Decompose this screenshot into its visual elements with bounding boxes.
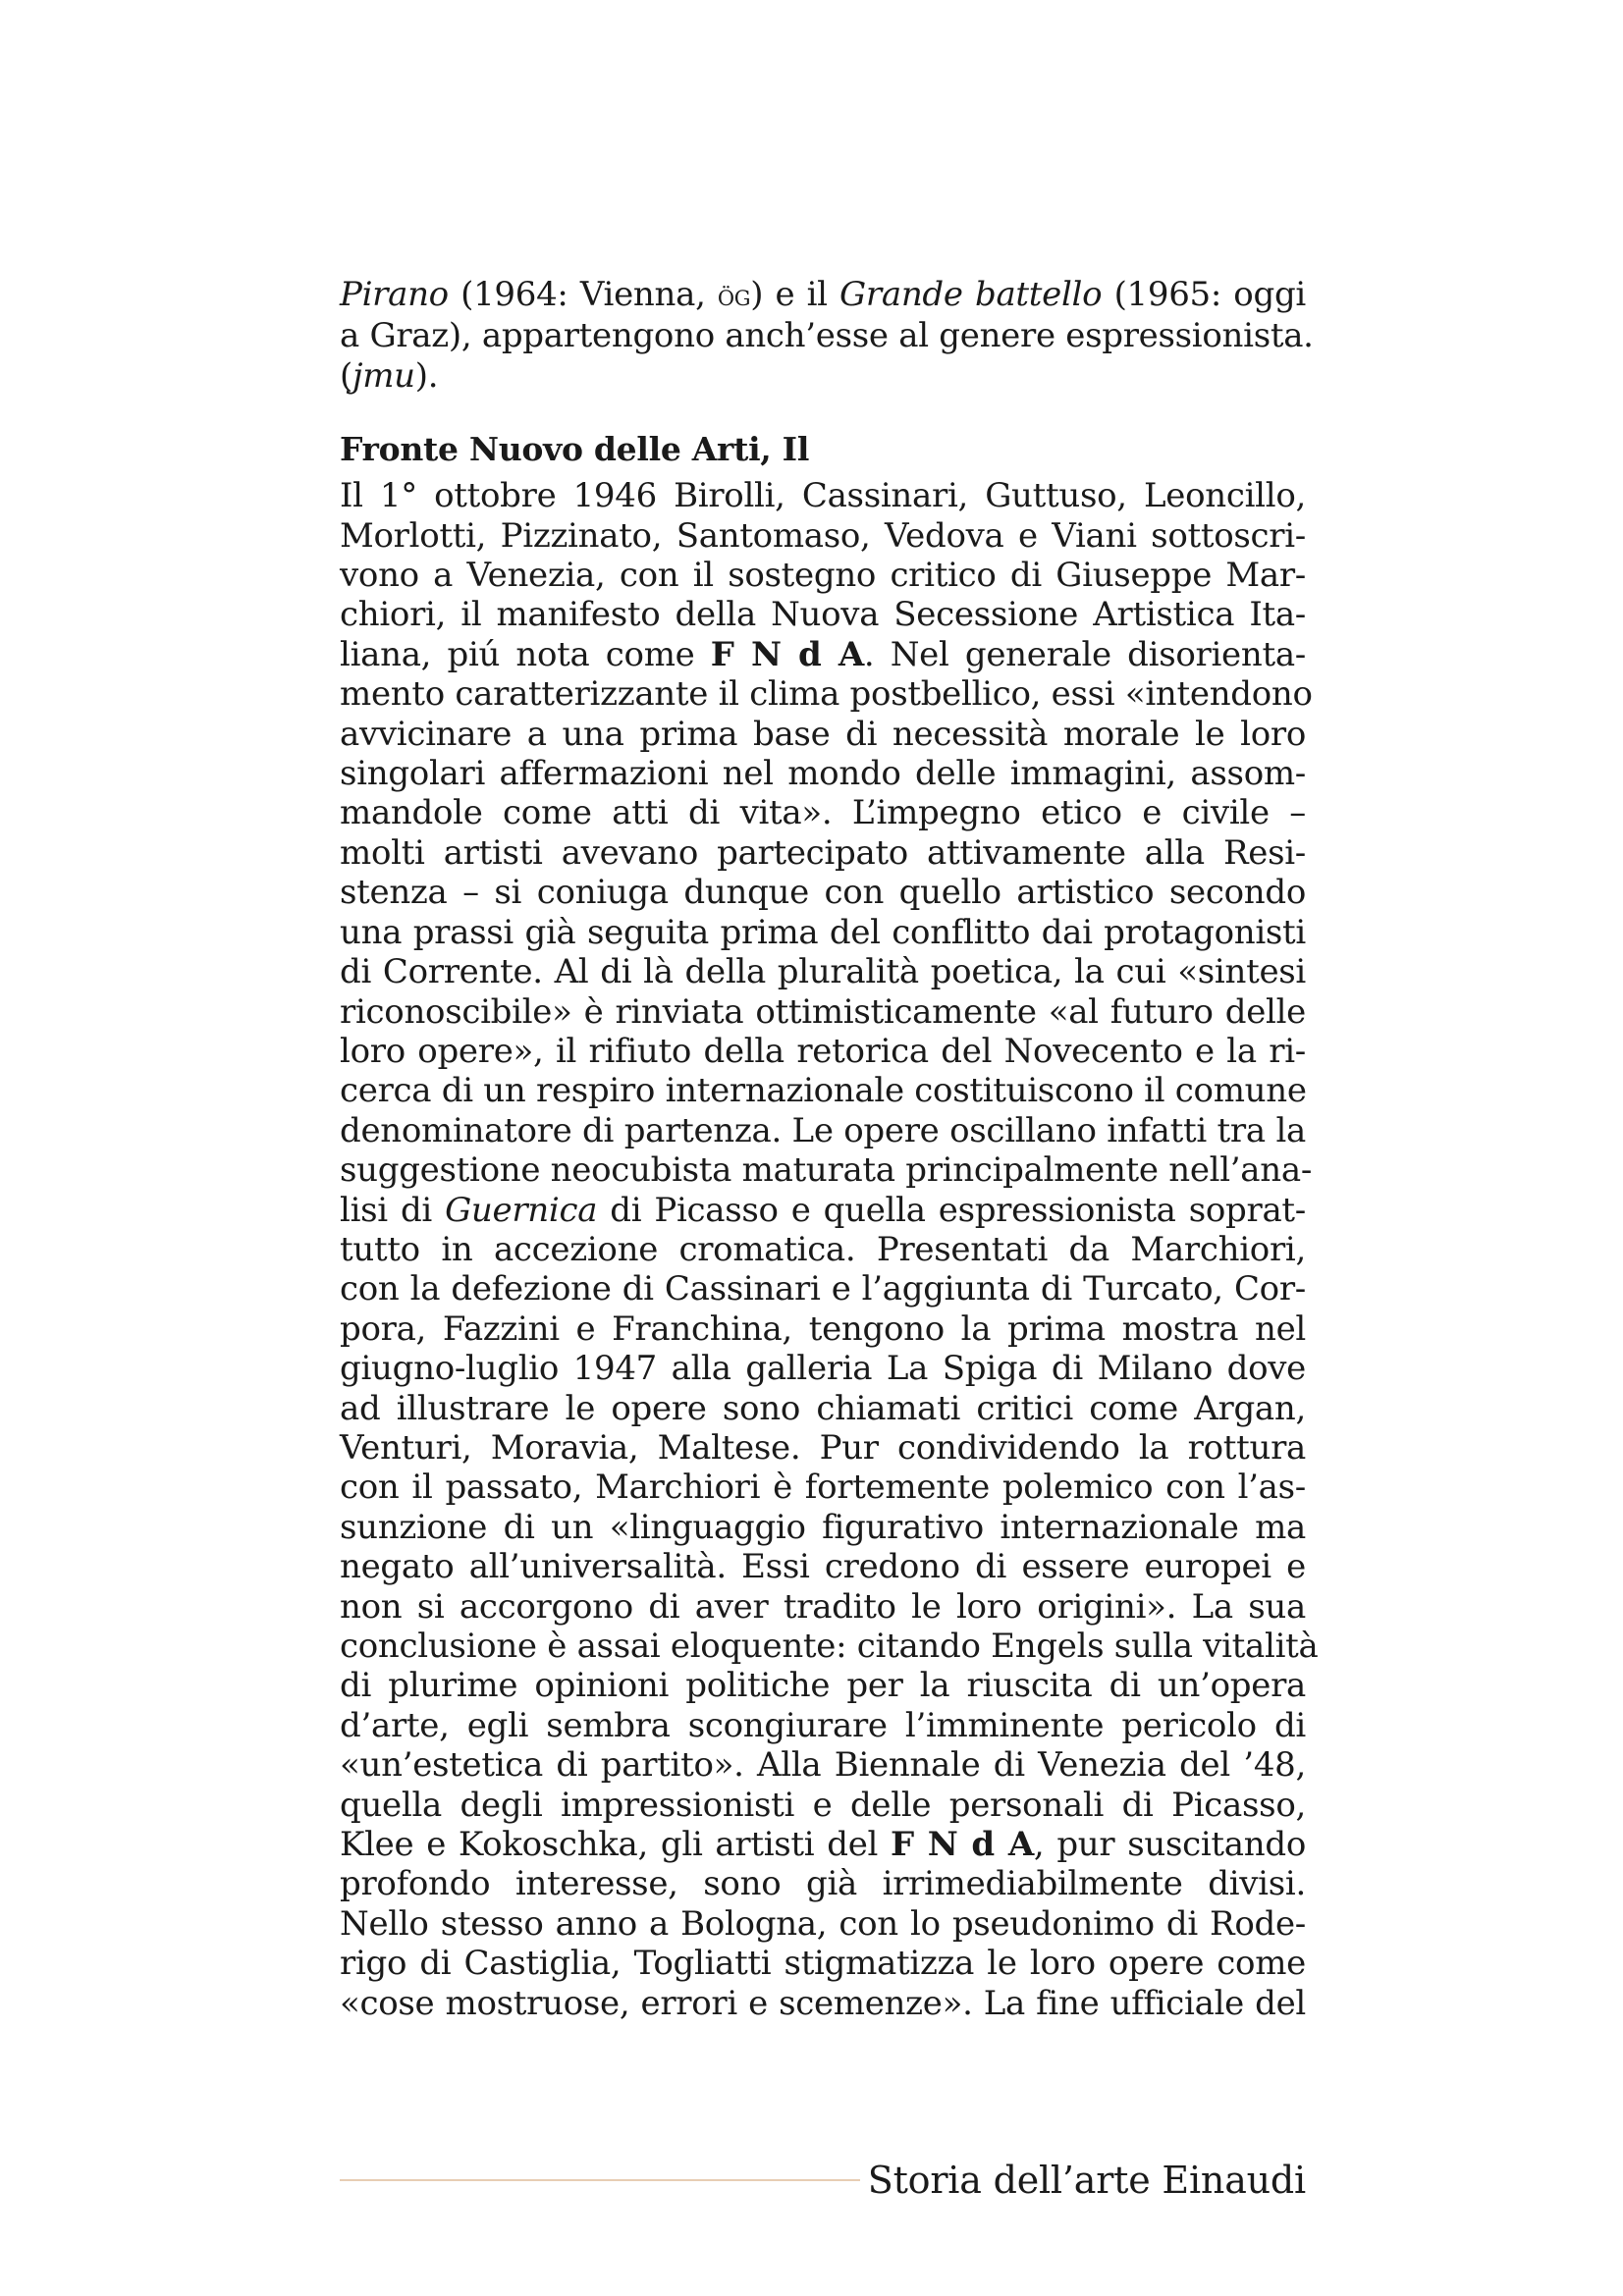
- page-footer: [340, 2156, 1306, 2205]
- small-caps-abbr: ög: [717, 279, 751, 313]
- text-line: con il passato, Marchiori è fortemente polemico con l’as-: [340, 1468, 1306, 1508]
- text-line: Pirano (1964: Vienna, ög) e il Grande battello (1965: oggi: [340, 275, 1306, 314]
- text-line: sunzione di un «linguaggio figurativo internazionale ma: [340, 1507, 1306, 1547]
- text-line: conclusione è assai eloquente: citando Engels sulla vitalità: [340, 1627, 1319, 1666]
- bold-abbr: F N d A: [890, 1825, 1034, 1865]
- entry-heading: Fronte Nuovo delle Arti, Il: [340, 430, 810, 469]
- footer-rule: [340, 2179, 860, 2181]
- text-line: denominatore di partenza. Le opere oscillano infatti tra la: [340, 1110, 1306, 1150]
- text-line: giugno-luglio 1947 alla galleria La Spiga di Milano dove: [340, 1349, 1306, 1389]
- page-body: [340, 275, 1319, 2023]
- text-line: Venturi, Moravia, Maltese. Pur condividendo la rottura: [340, 1427, 1306, 1468]
- intro-paragraph: [340, 275, 1314, 396]
- text-line: lisi di Guernica di Picasso e quella espressionista soprat-: [340, 1190, 1306, 1230]
- text-line: (jmu).: [340, 355, 439, 396]
- text-line: pora, Fazzini e Franchina, tengono la prima mostra nel: [340, 1308, 1306, 1349]
- text-line: molti artisti avevano partecipato attivamente alla Resi-: [340, 832, 1306, 873]
- entry-paragraph: [340, 476, 1319, 2023]
- text-line: stenza – si coniuga dunque con quello artistico secondo: [340, 873, 1306, 913]
- bold-abbr: F N d A: [710, 634, 864, 674]
- text-line: non si accorgono di aver tradito le loro origini». La sua: [340, 1586, 1306, 1627]
- text-line: rigo di Castiglia, Togliatti stigmatizza le loro opere come: [340, 1944, 1306, 1984]
- text-line: profondo interesse, sono già irrimediabilmente divisi.: [340, 1864, 1306, 1904]
- italic-title: Pirano: [340, 275, 449, 314]
- text-line: «cose mostruose, errori e scemenze». La fine ufficiale del: [340, 1983, 1306, 2023]
- text-line: Nello stesso anno a Bologna, con lo pseudonimo di Rode-: [340, 1903, 1306, 1944]
- text-line: chiori, il manifesto della Nuova Secessione Artistica Ita-: [340, 595, 1306, 635]
- text-line: quella degli impressionisti e delle personali di Picasso,: [340, 1785, 1306, 1825]
- text-line: vono a Venezia, con il sostegno critico di Giuseppe Mar-: [340, 556, 1306, 596]
- text-line: «un’estetica di partito». Alla Biennale di Venezia del ’48,: [340, 1745, 1306, 1786]
- text-line: suggestione neocubista maturata principalmente nell’ana-: [340, 1150, 1313, 1191]
- text-line: con la defezione di Cassinari e l’aggiunta di Turcato, Cor-: [340, 1269, 1306, 1309]
- italic-title: Grande battello: [839, 275, 1103, 314]
- text-line: cerca di un respiro internazionale costituiscono il comune: [340, 1071, 1307, 1111]
- text-line: di plurime opinioni politiche per la riuscita di un’opera: [340, 1666, 1306, 1706]
- text-line: una prassi già seguita prima del conflitto dai protagonisti: [340, 912, 1306, 952]
- italic-title: Guernica: [445, 1190, 598, 1230]
- text-line: d’arte, egli sembra scongiurare l’imminente pericolo di: [340, 1705, 1306, 1745]
- text-line: negato all’universalità. Essi credono di essere europei e: [340, 1547, 1306, 1587]
- text-line: di Corrente. Al di là della pluralità poetica, la cui «sintesi: [340, 952, 1306, 992]
- text-line: mento caratterizzante il clima postbellico, essi «intendono: [340, 674, 1313, 715]
- text-line: ad illustrare le opere sono chiamati critici come Argan,: [340, 1388, 1306, 1428]
- text-line: Klee e Kokoschka, gli artisti del F N d A, pur suscitando: [340, 1825, 1306, 1865]
- text-line: riconoscibile» è rinviata ottimisticamente «al futuro delle: [340, 991, 1306, 1032]
- footer-brand: Storia dell’arte Einaudi: [867, 2159, 1306, 2202]
- text-line: singolari affermazioni nel mondo delle immagini, assom-: [340, 754, 1306, 794]
- text-line: avvicinare a una prima base di necessità morale le loro: [340, 714, 1306, 754]
- text-line: Morlotti, Pizzinato, Santomaso, Vedova e Viani sottoscri-: [340, 515, 1306, 556]
- text-line: liana, piú nota come F N d A. Nel generale disorienta-: [340, 634, 1306, 674]
- text-line: Il 1° ottobre 1946 Birolli, Cassinari, Guttuso, Leoncillo,: [340, 476, 1306, 516]
- text-line: tutto in accezione cromatica. Presentati da Marchiori,: [340, 1229, 1306, 1269]
- text-line: mandole come atti di vita». L’impegno etico e civile –: [340, 793, 1306, 833]
- text-line: loro opere», il rifiuto della retorica del Novecento e la ri-: [340, 1031, 1306, 1071]
- text-line: a Graz), appartengono anch’esse al genere espressionista.: [340, 316, 1314, 356]
- author-initials: jmu: [352, 355, 415, 396]
